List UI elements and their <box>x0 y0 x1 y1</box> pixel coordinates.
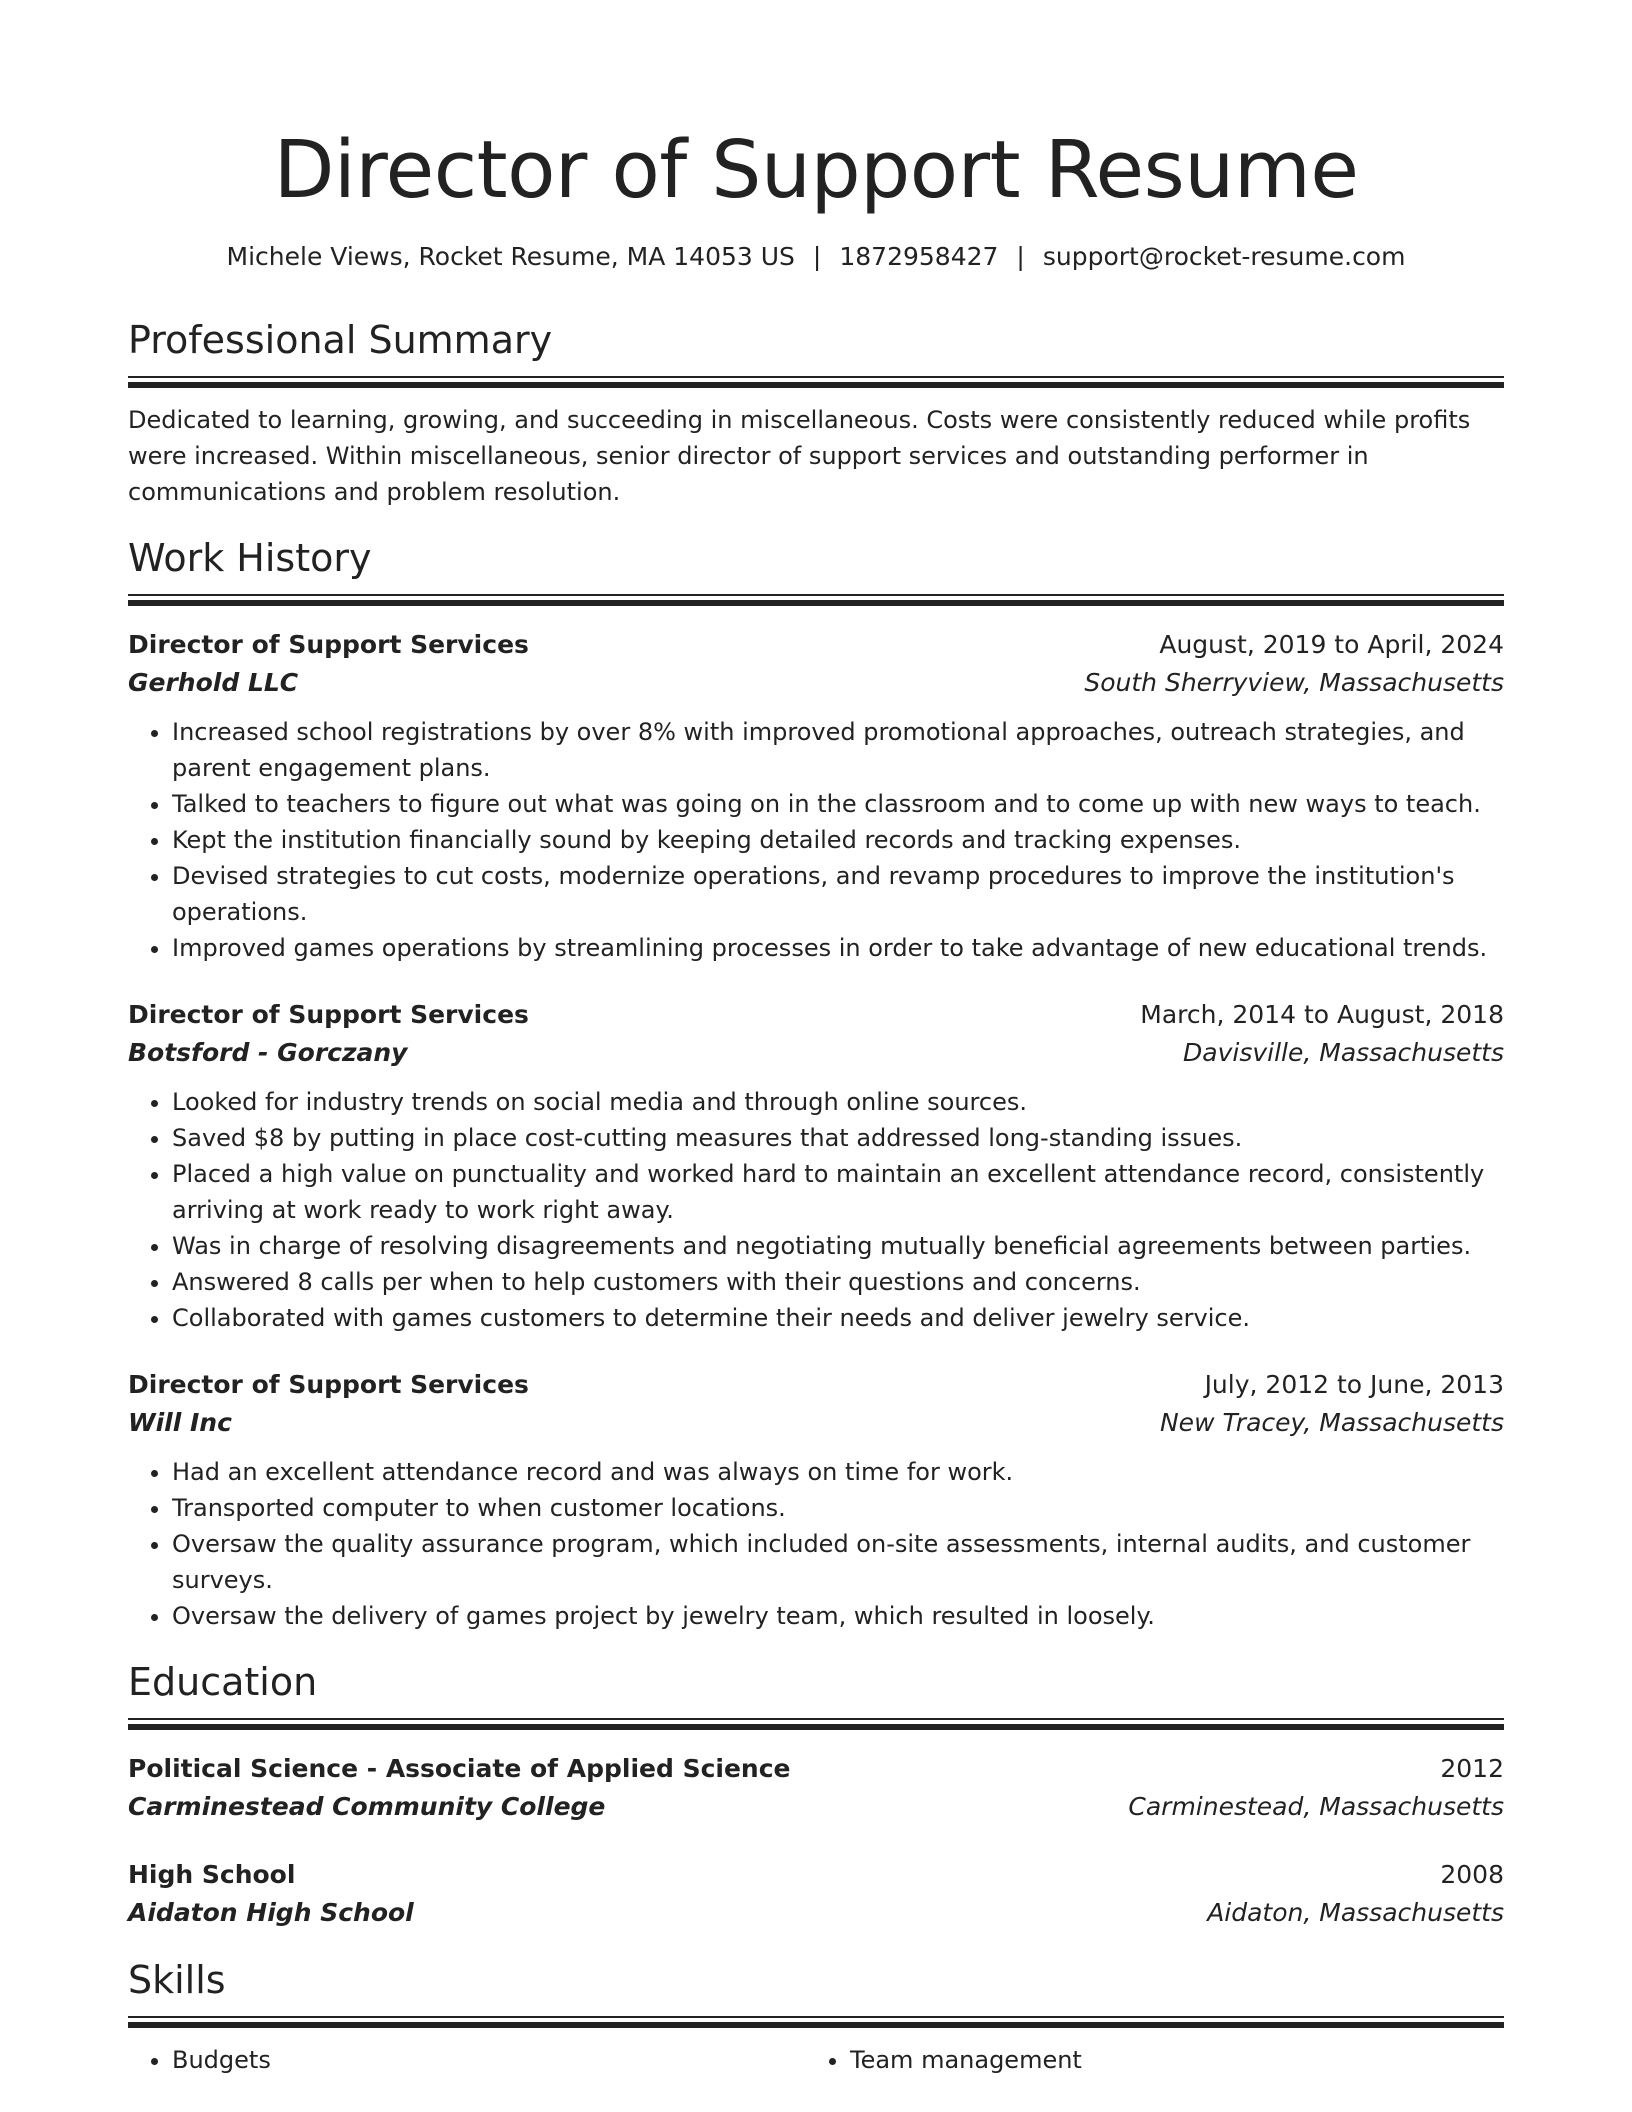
education-degree: High School <box>128 1860 296 1889</box>
summary-heading: Professional Summary <box>128 318 553 362</box>
education-degree: Political Science - Associate of Applied Science <box>128 1754 791 1783</box>
education-year: 2012 <box>1440 1754 1504 1783</box>
contact-address: Michele Views, Rocket Resume, MA 14053 US <box>226 242 795 271</box>
work-history-heading: Work History <box>128 536 372 580</box>
job-dates: August, 2019 to April, 2024 <box>1159 630 1504 659</box>
job-bullet: • Was in charge of resolving disagreements and negotiating mutually beneficial agreements between parties. <box>172 1228 1504 1264</box>
job-bullet: • Increased school registrations by over 8% with improved promotional approaches, outreach strategies, and parent engagement plans. <box>172 714 1504 786</box>
section-divider <box>128 376 1504 388</box>
education-year: 2008 <box>1440 1860 1504 1889</box>
job-bullet: • Saved $8 by putting in place cost-cutting measures that addressed long-standing issues. <box>172 1120 1504 1156</box>
job-location: South Sherryview, Massachusetts <box>1084 668 1504 697</box>
job-bullet: • Collaborated with games customers to determine their needs and deliver jewelry service. <box>172 1300 1504 1336</box>
job-bullet: • Talked to teachers to figure out what was going on in the classroom and to come up with new ways to teach. <box>172 786 1504 822</box>
job-entry <box>128 1366 1504 1634</box>
summary-section <box>128 314 1504 510</box>
contact-line <box>128 240 1504 274</box>
contact-email[interactable]: support@rocket-resume.com <box>1042 242 1406 271</box>
education-section <box>128 1656 1504 1932</box>
section-divider <box>128 1718 1504 1730</box>
job-bullet: • Kept the institution financially sound by keeping detailed records and tracking expenses. <box>172 822 1504 858</box>
job-location: Davisville, Massachusetts <box>1183 1038 1504 1067</box>
job-bullets <box>128 1084 1504 1336</box>
job-entry <box>128 626 1504 966</box>
job-company: Gerhold LLC <box>128 668 299 697</box>
job-bullet: • Answered 8 calls per when to help customers with their questions and concerns. <box>172 1264 1504 1300</box>
job-company: Botsford - Gorczany <box>128 1038 408 1067</box>
contact-phone: 1872958427 <box>839 242 999 271</box>
education-school: Carminestead Community College <box>128 1792 606 1821</box>
job-bullet: • Transported computer to when customer locations. <box>172 1490 1504 1526</box>
job-bullet: • Improved games operations by streamlining processes in order to take advantage of new educational trends. <box>172 930 1504 966</box>
contact-separator: | <box>812 242 822 271</box>
job-role: Director of Support Services <box>128 630 529 659</box>
skills-list-left <box>128 2042 806 2078</box>
job-bullet: • Oversaw the delivery of games project by jewelry team, which resulted in loosely. <box>172 1598 1504 1634</box>
skills-heading: Skills <box>128 1958 226 2002</box>
job-dates: March, 2014 to August, 2018 <box>1140 1000 1504 1029</box>
skills-section <box>128 1954 1504 2078</box>
education-entry <box>128 1750 1504 1826</box>
resume-page <box>128 118 1504 2078</box>
summary-text: Dedicated to learning, growing, and succeeding in miscellaneous. Costs were consistently reduced while profits were increased. Within miscellaneous, senior director of support services and outstanding performer in communications and problem resolution. <box>128 406 1471 506</box>
job-bullets <box>128 714 1504 966</box>
skills-columns <box>128 2042 1504 2078</box>
skill-item: • Team management <box>850 2042 1484 2078</box>
job-bullet: • Devised strategies to cut costs, modernize operations, and revamp procedures to improve the institution's operations. <box>172 858 1504 930</box>
skill-item: • Budgets <box>172 2042 806 2078</box>
job-role: Director of Support Services <box>128 1370 529 1399</box>
contact-separator: | <box>1016 242 1025 271</box>
education-heading: Education <box>128 1660 318 1704</box>
job-dates: July, 2012 to June, 2013 <box>1204 1370 1504 1399</box>
document-title: Director of Support Resume <box>273 124 1359 216</box>
education-school: Aidaton High School <box>128 1898 414 1927</box>
job-location: New Tracey, Massachusetts <box>1159 1408 1504 1437</box>
job-bullet: • Had an excellent attendance record and was always on time for work. <box>172 1454 1504 1490</box>
job-bullets <box>128 1454 1504 1634</box>
work-history-section <box>128 532 1504 1634</box>
education-entry <box>128 1856 1504 1932</box>
job-bullet: • Placed a high value on punctuality and worked hard to maintain an excellent attendance record, consistently arriving at work ready to work right away. <box>172 1156 1504 1228</box>
section-divider <box>128 2016 1504 2028</box>
job-company: Will Inc <box>128 1408 232 1437</box>
education-location: Aidaton, Massachusetts <box>1207 1898 1504 1927</box>
job-entry <box>128 996 1504 1336</box>
education-location: Carminestead, Massachusetts <box>1128 1792 1504 1821</box>
skills-list-right <box>806 2042 1484 2078</box>
job-role: Director of Support Services <box>128 1000 529 1029</box>
job-bullet: • Oversaw the quality assurance program, which included on-site assessments, internal audits, and customer surveys. <box>172 1526 1504 1598</box>
section-divider <box>128 594 1504 606</box>
job-bullet: • Looked for industry trends on social media and through online sources. <box>172 1084 1504 1120</box>
